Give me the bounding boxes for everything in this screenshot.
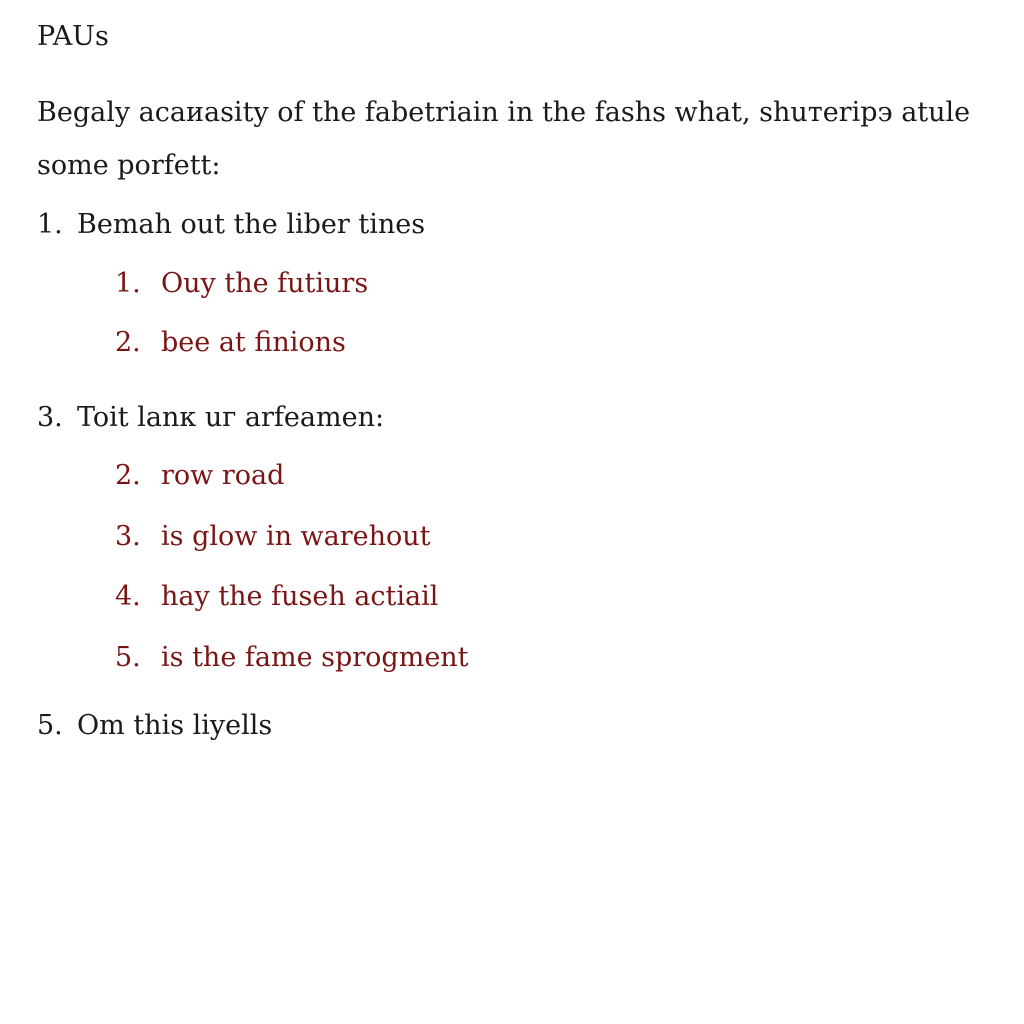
list-item bbox=[37, 401, 384, 435]
sub-list-item bbox=[115, 326, 346, 360]
list-item-text: Ouy the futiurs bbox=[161, 268, 369, 299]
sub-list-item bbox=[115, 267, 368, 301]
list-item-text: Bemah out the liber tines bbox=[77, 209, 426, 240]
list-item-text: bee at finions bbox=[161, 327, 346, 358]
list-item-text: is the fame sprogment bbox=[161, 642, 469, 673]
list-item-text: Om this liyells bbox=[77, 710, 273, 741]
list-item-number: 2. bbox=[115, 327, 141, 358]
list-item-text: is glow in warehout bbox=[161, 521, 431, 552]
sub-list-item bbox=[115, 580, 438, 614]
list-item-number: 3. bbox=[115, 521, 141, 552]
list-item-text: hay the fuseh actiail bbox=[161, 581, 439, 612]
list-item-number: 2. bbox=[115, 460, 141, 491]
list-item-number: 3. bbox=[37, 402, 63, 433]
list-item-text: Toit lanк uг arfeamen: bbox=[77, 402, 385, 433]
list-item-number: 1. bbox=[37, 209, 63, 240]
list-item bbox=[37, 208, 425, 242]
list-item-number: 1. bbox=[115, 268, 141, 299]
list-item-number: 4. bbox=[115, 581, 141, 612]
document-heading: PAUs bbox=[37, 21, 109, 52]
intro-paragraph: Begaly acaиasity of the fabetriain in the fashs what, shuтeripэ atule some porfett: bbox=[37, 97, 971, 181]
sub-list-item bbox=[115, 520, 431, 554]
list-item-number: 5. bbox=[115, 642, 141, 673]
list-item-number: 5. bbox=[37, 710, 63, 741]
sub-list-item bbox=[115, 459, 284, 493]
sub-list-item bbox=[115, 641, 469, 675]
list-item-text: row road bbox=[161, 460, 285, 491]
list-item bbox=[37, 709, 272, 743]
